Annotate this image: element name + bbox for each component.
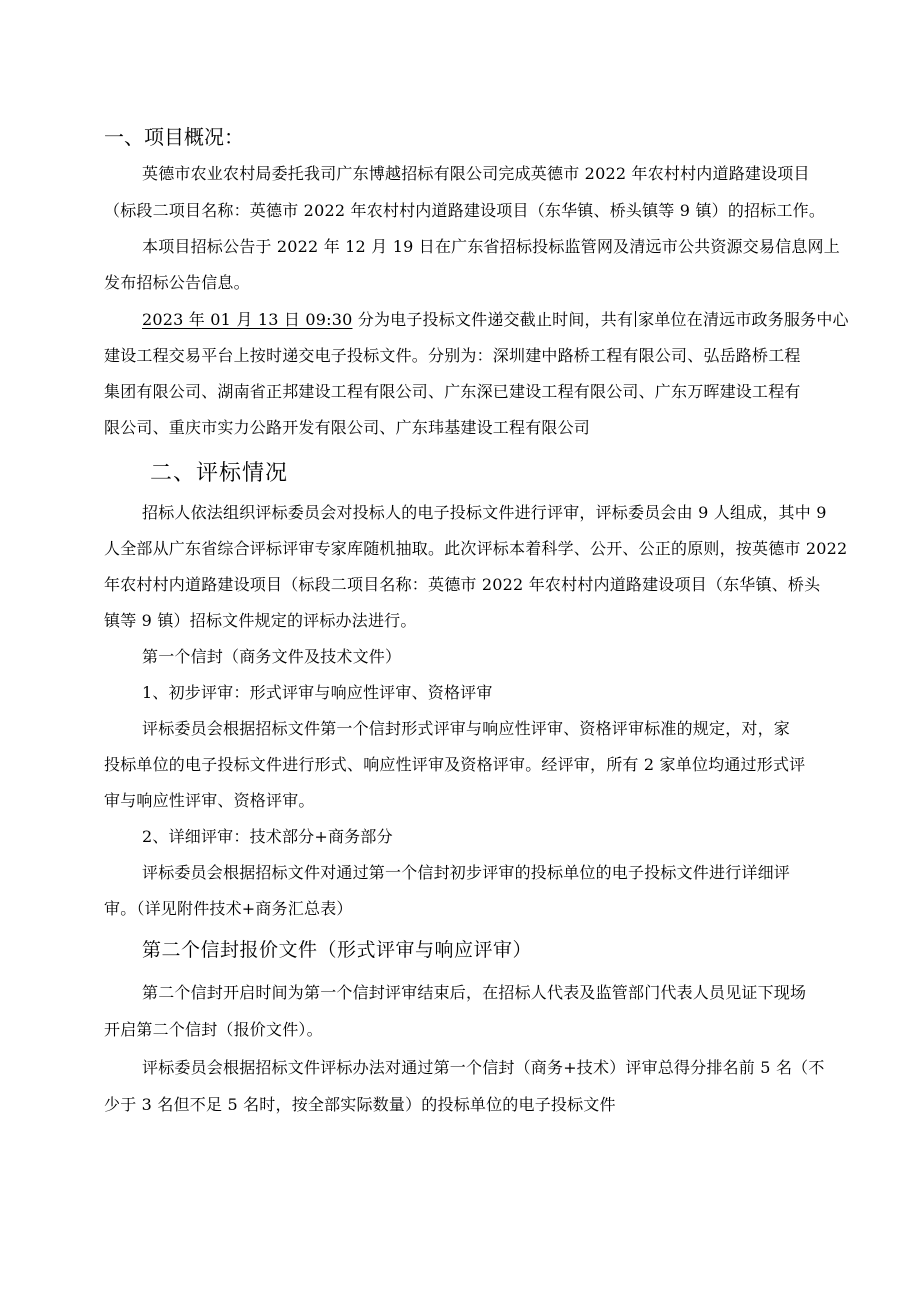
section2-para3-line1: 评标委员会根据招标文件对通过第一个信封初步评审的投标单位的电子投标文件进行详细评 — [142, 863, 791, 882]
deadline-date: 2023 年 01 月 13 日 09:30 — [142, 310, 353, 329]
section2-para3-line2: 审。（详见附件技术+商务汇总表） — [104, 899, 353, 918]
deadline-text-2: 家单位在清远市政务服务中心 — [638, 310, 849, 329]
section1-para2-line2: 发布招标公告信息。 — [104, 273, 250, 292]
section2-para1-line4: 镇等 9 镇）招标文件规定的评标办法进行。 — [104, 611, 417, 630]
section1-para1-line1: 英德市农业农村局委托我司广东博越招标有限公司完成英德市 2022 年农村村内道路建设项目 — [142, 164, 810, 183]
section1-para2-line1: 本项目招标公告于 2022 年 12 月 19 日在广东省招标投标监管网及清远市公共资源交易信息网上 — [142, 237, 840, 256]
section2-para1-line2: 人全部从广东省综合评标评审专家库随机抽取。此次评标本着科学、公开、公正的原则，按英德市 2022 — [104, 539, 848, 558]
section2-para2-line3: 审与响应性评审、资格评审。 — [104, 791, 315, 810]
section2-heading: 二、评标情况 — [150, 461, 289, 486]
section1-para1-line2: （标段二项目名称：英德市 2022 年农村村内道路建设项目（东华镇、桥头镇等 9 镇）的招标工作。 — [104, 201, 826, 220]
deadline-text: 分为电子投标文件递交截止时间，共有 — [352, 310, 634, 329]
text-cursor — [635, 311, 636, 327]
section1-para3-line1 — [142, 309, 849, 331]
step1-title: 1、初步评审：形式评审与响应性评审、资格评审 — [142, 683, 493, 702]
section1-heading: 一、项目概况： — [104, 125, 244, 149]
section3-para2-line1: 评标委员会根据招标文件评标办法对通过第一个信封（商务+技术）评审总得分排名前 5 名（不 — [142, 1058, 825, 1077]
section2-para1-line3: 年农村村内道路建设项目（标段二项目名称：英德市 2022 年农村村内道路建设项目（东华镇、桥头 — [104, 575, 821, 594]
section1-para3-line3: 集团有限公司、湖南省正邦建设工程有限公司、广东深已建设工程有限公司、广东万晖建设工程有 — [104, 382, 801, 401]
section3-para1-line2: 开启第二个信封（报价文件）。 — [104, 1020, 323, 1039]
section1-para3-line4: 限公司、重庆市实力公路开发有限公司、广东玮基建设工程有限公司 — [104, 418, 591, 437]
section3-heading: 第二个信封报价文件（形式评审与响应评审） — [142, 939, 533, 961]
section2-para1-line1: 招标人依法组织评标委员会对投标人的电子投标文件进行评审，评标委员会由 9 人组成，其中 9 — [142, 503, 827, 522]
section1-para3-line2: 建设工程交易平台上按时递交电子投标文件。分别为：深圳建中路桥工程有限公司、弘岳路桥工程 — [104, 346, 801, 365]
section3-para1-line1: 第二个信封开启时间为第一个信封评审结束后，在招标人代表及监管部门代表人员见证下现场 — [142, 983, 807, 1002]
section3-para2-line2: 少于 3 名但不足 5 名时，按全部实际数量）的投标单位的电子投标文件 — [104, 1095, 616, 1114]
section2-para2-line1: 评标委员会根据招标文件第一个信封形式评审与响应性评审、资格评审标准的规定，对，家 — [142, 719, 791, 738]
envelope1-title: 第一个信封（商务文件及技术文件） — [142, 647, 402, 666]
section2-para2-line2: 投标单位的电子投标文件进行形式、响应性评审及资格评审。经评审，所有 2 家单位均通过形式评 — [104, 755, 806, 774]
step2-title: 2、详细评审：技术部分+商务部分 — [142, 827, 393, 846]
